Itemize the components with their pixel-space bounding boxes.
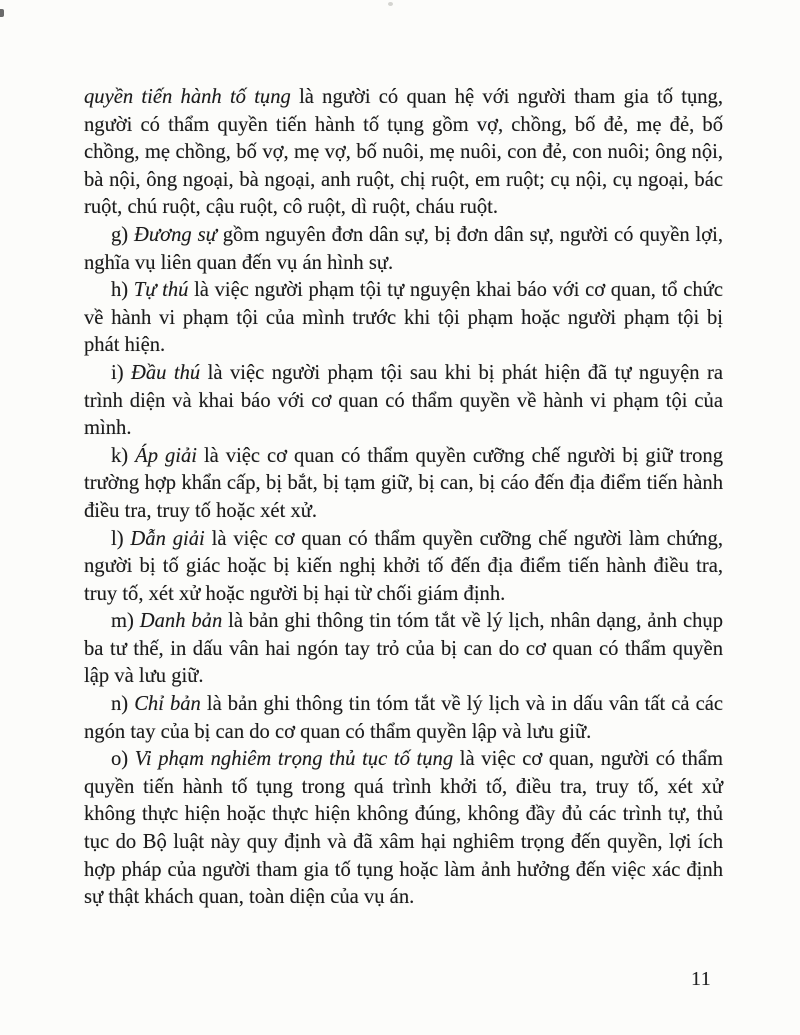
defined-term: Đương sự [134, 223, 217, 246]
paragraph-text: là việc cơ quan, người có thẩm quyền tiến hành tố tụng trong quá trình khởi tố, điều tra, truy tố, xét xử không thực hiện hoặc thực hiện không đúng, không đầy đủ các trình tự, thủ tục do Bộ luật này quy định và đã xâm hại nghiêm trọng đến quyền, lợi ích hợp pháp của người tham gia tố tụng hoặc làm ảnh hưởng đến việc xác định sự thật khách quan, toàn diện của vụ án. [84, 748, 723, 909]
paragraph-label: k) [111, 444, 136, 467]
scan-artifact [0, 9, 4, 17]
defined-term: quyền tiến hành tố tụng [84, 86, 291, 108]
paragraph [84, 691, 723, 746]
text-block [84, 84, 723, 912]
paragraph-text: là người có quan hệ với người tham gia tố tụng, người có thẩm quyền tiến hành tố tụng gồm vợ, chồng, bố đẻ, mẹ đẻ, bố chồng, mẹ chồng, bố vợ, mẹ vợ, bố nuôi, mẹ nuôi, con đẻ, con nuôi; ông nội, bà nội, ông ngoại, bà ngoại, anh ruột, chị ruột, em ruột; cụ nội, cụ ngoại, bác ruột, chú ruột, cậu ruột, cô ruột, dì ruột, cháu ruột. [84, 86, 723, 219]
defined-term: Tự thú [133, 279, 189, 302]
defined-term: Áp giải [135, 444, 197, 467]
paragraph [84, 360, 723, 443]
paragraph-label: g) [111, 223, 135, 246]
defined-term: Chỉ bản [134, 693, 201, 716]
paragraph-label: m) [111, 610, 140, 633]
paragraph [84, 277, 723, 360]
paragraph-text: là việc cơ quan có thẩm quyền cưỡng chế người bị giữ trong trường hợp khẩn cấp, bị bắt, bị tạm giữ, bị can, bị cáo đến địa điểm tiến hành điều tra, truy tố hoặc xét xử. [84, 444, 724, 522]
defined-term: Danh bản [139, 610, 223, 633]
paragraph [84, 222, 723, 277]
paragraph-label: o) [111, 748, 135, 771]
page-number: 11 [691, 968, 712, 990]
paragraph-text: gồm nguyên đơn dân sự, bị đơn dân sự, người có quyền lợi, nghĩa vụ liên quan đến vụ án hình sự. [84, 223, 724, 274]
paragraph-text: là bản ghi thông tin tóm tắt về lý lịch và in dấu vân tất cả các ngón tay của bị can do cơ quan có thẩm quyền lập và lưu giữ. [84, 693, 723, 743]
paragraph-label: n) [111, 693, 135, 716]
paragraph [84, 84, 723, 222]
paragraph [84, 526, 723, 609]
defined-term: Dẫn giải [130, 527, 205, 550]
paragraph-text: là việc cơ quan có thẩm quyền cưỡng chế người làm chứng, người bị tố giác hoặc bị kiến nghị khởi tố đến địa điểm tiến hành điều tra, truy tố, xét xử hoặc người bị hại từ chối giám định. [84, 527, 723, 605]
paragraph-label: l) [111, 527, 131, 550]
defined-term: Vi phạm nghiêm trọng thủ tục tố tụng [134, 748, 454, 771]
paragraph-label: i) [111, 361, 132, 384]
paragraph [84, 443, 723, 526]
paragraph-text: là việc người phạm tội tự nguyện khai báo với cơ quan, tổ chức về hành vi phạm tội của mình trước khi tội phạm hoặc người phạm tội bị phát hiện. [84, 279, 723, 357]
paragraph-label: h) [111, 279, 134, 302]
defined-term: Đầu thú [131, 361, 201, 384]
paragraph [84, 746, 723, 912]
paragraph [84, 608, 723, 691]
scan-artifact [388, 2, 393, 6]
paragraph-text: là việc người phạm tội sau khi bị phát hiện đã tự nguyện ra trình diện và khai báo với cơ quan có thẩm quyền về hành vi phạm tội của mình. [84, 361, 723, 440]
paragraph-text: là bản ghi thông tin tóm tắt về lý lịch, nhân dạng, ảnh chụp ba tư thế, in dấu vân hai ngón tay trỏ của bị can do cơ quan có thẩm quyền lập và lưu giữ. [84, 610, 723, 688]
